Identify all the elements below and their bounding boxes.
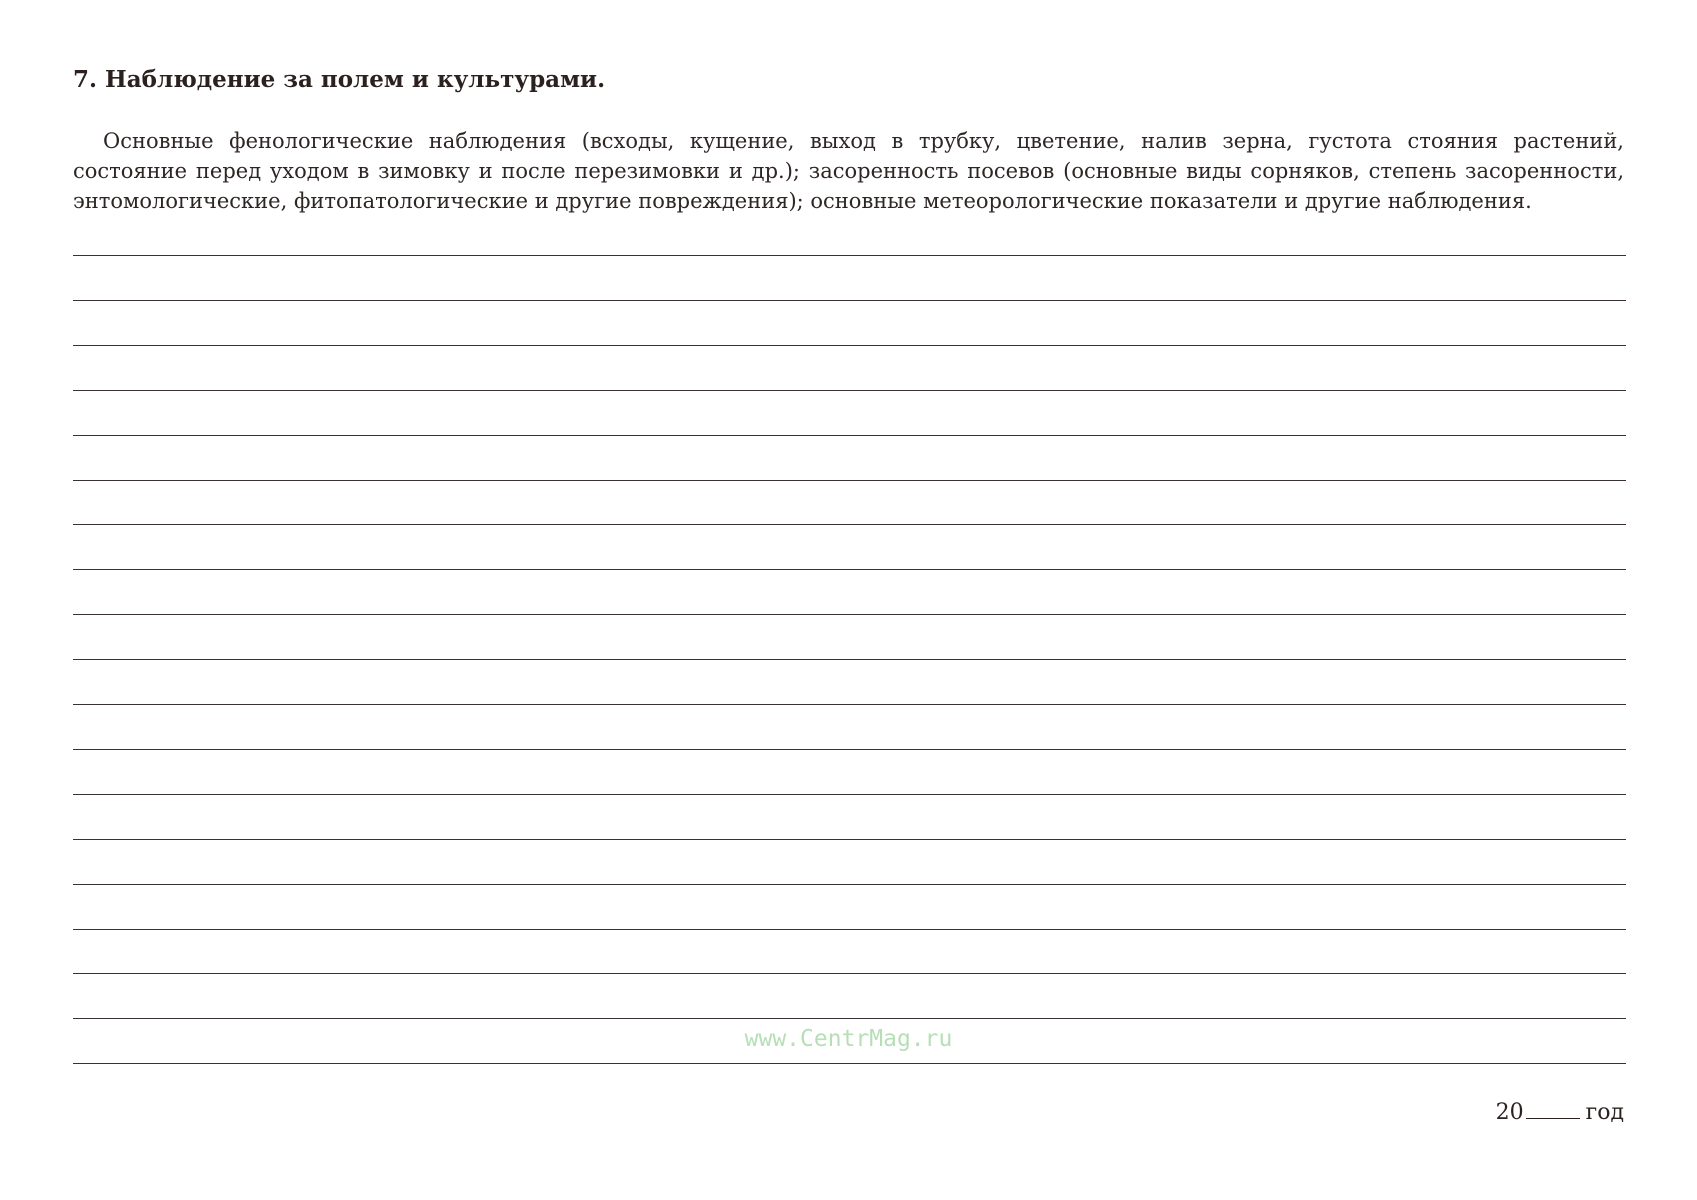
writing-line[interactable] (73, 480, 1626, 481)
writing-line[interactable] (73, 1018, 1626, 1019)
writing-line[interactable] (73, 345, 1626, 346)
writing-line[interactable] (73, 659, 1626, 660)
writing-line[interactable] (73, 300, 1626, 301)
writing-line[interactable] (73, 749, 1626, 750)
writing-line[interactable] (73, 1063, 1626, 1064)
writing-lines (73, 0, 1626, 1200)
section-title: 7. Наблюдение за полем и культурами. (73, 66, 606, 93)
writing-line[interactable] (73, 569, 1626, 570)
writing-line[interactable] (73, 929, 1626, 930)
section-description: Основные фенологические наблюдения (всходы, кущение, выход в трубку, цветение, налив зерна, густота стояния растений, состояние перед уходом в зимовку и после перезимовки и др.); засоренность посевов (основные виды сорняков, степень засоренности, энтомологические, фитопатологические и другие повреждения); основные метеорологические показатели и другие наблюдения. (73, 129, 1624, 213)
writing-line[interactable] (73, 794, 1626, 795)
year-field (1496, 1098, 1624, 1125)
writing-line[interactable] (73, 390, 1626, 391)
writing-line[interactable] (73, 839, 1626, 840)
year-blank[interactable] (1526, 1098, 1580, 1119)
year-suffix: год (1585, 1100, 1624, 1125)
writing-line[interactable] (73, 524, 1626, 525)
writing-line[interactable] (73, 435, 1626, 436)
writing-line[interactable] (73, 704, 1626, 705)
writing-line[interactable] (73, 255, 1626, 256)
writing-line[interactable] (73, 884, 1626, 885)
year-prefix: 20 (1495, 1100, 1524, 1125)
writing-line[interactable] (73, 614, 1626, 615)
writing-line[interactable] (73, 973, 1626, 974)
watermark: www.CentrMag.ru (744, 1026, 953, 1052)
